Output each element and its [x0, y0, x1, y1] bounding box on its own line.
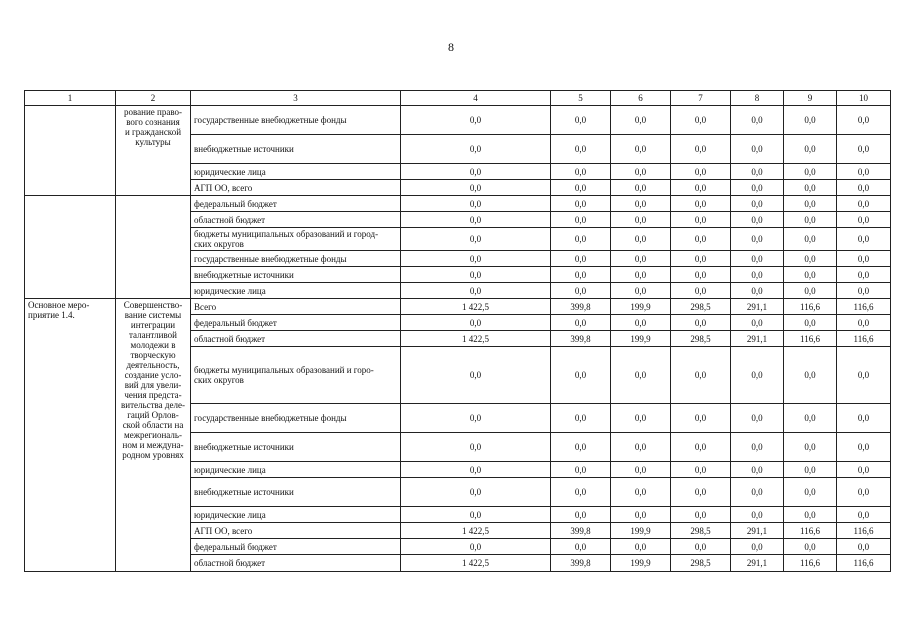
amount-cell: 0,0 [837, 507, 891, 523]
amount-cell: 0,0 [401, 315, 551, 331]
amount-cell: 0,0 [731, 251, 784, 267]
amount-cell: 0,0 [551, 433, 611, 462]
amount-cell: 0,0 [611, 251, 671, 267]
funding-source-cell: юридические лица [191, 283, 401, 299]
amount-cell: 0,0 [784, 507, 837, 523]
amount-cell: 298,5 [671, 299, 731, 315]
amount-cell: 116,6 [837, 331, 891, 347]
amount-cell: 0,0 [731, 507, 784, 523]
amount-cell: 291,1 [731, 331, 784, 347]
measure-name-cell [25, 196, 116, 299]
column-header: 10 [837, 91, 891, 106]
amount-cell: 298,5 [671, 331, 731, 347]
amount-cell: 0,0 [401, 180, 551, 196]
amount-cell: 0,0 [671, 267, 731, 283]
amount-cell: 0,0 [671, 315, 731, 331]
amount-cell: 199,9 [611, 331, 671, 347]
amount-cell: 0,0 [611, 507, 671, 523]
funding-source-cell: внебюджетные источники [191, 478, 401, 507]
amount-cell: 0,0 [671, 164, 731, 180]
amount-cell: 0,0 [731, 283, 784, 299]
funding-source-cell: АГП ОО, всего [191, 523, 401, 539]
amount-cell: 0,0 [837, 180, 891, 196]
amount-cell: 116,6 [784, 299, 837, 315]
amount-cell: 0,0 [611, 180, 671, 196]
amount-cell: 1 422,5 [401, 331, 551, 347]
measure-name-cell [25, 106, 116, 196]
amount-cell: 116,6 [784, 555, 837, 572]
column-header: 2 [116, 91, 191, 106]
column-header: 6 [611, 91, 671, 106]
page-number: 8 [448, 40, 454, 54]
amount-cell: 0,0 [401, 196, 551, 212]
funding-source-cell: федеральный бюджет [191, 196, 401, 212]
amount-cell: 0,0 [611, 106, 671, 135]
amount-cell: 0,0 [671, 283, 731, 299]
amount-cell: 0,0 [551, 283, 611, 299]
amount-cell: 0,0 [837, 212, 891, 228]
amount-cell: 0,0 [837, 283, 891, 299]
amount-cell: 0,0 [611, 315, 671, 331]
amount-cell: 0,0 [551, 196, 611, 212]
amount-cell: 0,0 [731, 180, 784, 196]
amount-cell: 0,0 [784, 283, 837, 299]
funding-source-cell: бюджеты муниципальных образований и горо- ских округов [191, 347, 401, 404]
amount-cell: 0,0 [551, 267, 611, 283]
amount-cell: 0,0 [551, 251, 611, 267]
funding-source-cell: областной бюджет [191, 331, 401, 347]
amount-cell: 0,0 [551, 478, 611, 507]
funding-source-cell: государственные внебюджетные фонды [191, 404, 401, 433]
table-row [25, 106, 891, 135]
amount-cell: 0,0 [401, 433, 551, 462]
funding-source-cell: юридические лица [191, 507, 401, 523]
amount-cell: 0,0 [784, 347, 837, 404]
amount-cell: 0,0 [731, 539, 784, 555]
amount-cell: 0,0 [611, 267, 671, 283]
amount-cell: 0,0 [837, 251, 891, 267]
amount-cell: 116,6 [837, 555, 891, 572]
amount-cell: 0,0 [611, 433, 671, 462]
amount-cell: 0,0 [401, 251, 551, 267]
amount-cell: 0,0 [731, 135, 784, 164]
amount-cell: 199,9 [611, 555, 671, 572]
amount-cell: 0,0 [671, 135, 731, 164]
column-header: 1 [25, 91, 116, 106]
funding-source-cell: федеральный бюджет [191, 539, 401, 555]
amount-cell: 0,0 [731, 212, 784, 228]
amount-cell: 0,0 [551, 507, 611, 523]
amount-cell: 116,6 [837, 299, 891, 315]
amount-cell: 0,0 [837, 267, 891, 283]
amount-cell: 0,0 [837, 315, 891, 331]
amount-cell: 0,0 [401, 228, 551, 251]
amount-cell: 399,8 [551, 555, 611, 572]
amount-cell: 0,0 [731, 196, 784, 212]
amount-cell: 0,0 [784, 539, 837, 555]
column-header: 9 [784, 91, 837, 106]
amount-cell: 0,0 [671, 462, 731, 478]
amount-cell: 0,0 [551, 135, 611, 164]
amount-cell: 0,0 [837, 347, 891, 404]
amount-cell: 0,0 [784, 251, 837, 267]
amount-cell: 199,9 [611, 299, 671, 315]
amount-cell: 0,0 [837, 539, 891, 555]
amount-cell: 0,0 [551, 347, 611, 404]
amount-cell: 0,0 [401, 106, 551, 135]
amount-cell: 0,0 [671, 347, 731, 404]
amount-cell: 0,0 [731, 106, 784, 135]
amount-cell: 0,0 [784, 404, 837, 433]
amount-cell: 399,8 [551, 299, 611, 315]
table-row [25, 299, 891, 315]
amount-cell: 0,0 [837, 164, 891, 180]
amount-cell: 1 422,5 [401, 299, 551, 315]
funding-source-cell: Всего [191, 299, 401, 315]
amount-cell: 0,0 [837, 106, 891, 135]
amount-cell: 0,0 [671, 507, 731, 523]
column-header: 5 [551, 91, 611, 106]
amount-cell: 0,0 [611, 478, 671, 507]
amount-cell: 399,8 [551, 523, 611, 539]
amount-cell: 0,0 [837, 228, 891, 251]
amount-cell: 0,0 [611, 212, 671, 228]
amount-cell: 0,0 [731, 315, 784, 331]
amount-cell: 0,0 [784, 478, 837, 507]
amount-cell: 0,0 [551, 106, 611, 135]
budget-table [24, 90, 891, 572]
amount-cell: 0,0 [671, 106, 731, 135]
amount-cell: 0,0 [551, 539, 611, 555]
amount-cell: 291,1 [731, 555, 784, 572]
funding-source-cell: федеральный бюджет [191, 315, 401, 331]
amount-cell: 0,0 [671, 478, 731, 507]
amount-cell: 0,0 [611, 539, 671, 555]
amount-cell: 0,0 [731, 433, 784, 462]
amount-cell: 0,0 [784, 180, 837, 196]
amount-cell: 0,0 [837, 478, 891, 507]
funding-source-cell: внебюджетные источники [191, 267, 401, 283]
amount-cell: 0,0 [551, 404, 611, 433]
amount-cell: 0,0 [401, 212, 551, 228]
amount-cell: 298,5 [671, 555, 731, 572]
amount-cell: 0,0 [401, 478, 551, 507]
amount-cell: 399,8 [551, 331, 611, 347]
amount-cell: 0,0 [671, 539, 731, 555]
amount-cell: 0,0 [611, 347, 671, 404]
amount-cell: 0,0 [401, 462, 551, 478]
amount-cell: 0,0 [731, 164, 784, 180]
amount-cell: 0,0 [671, 251, 731, 267]
amount-cell: 291,1 [731, 523, 784, 539]
amount-cell: 0,0 [731, 462, 784, 478]
amount-cell: 0,0 [551, 315, 611, 331]
column-header: 3 [191, 91, 401, 106]
table-body [25, 91, 891, 572]
amount-cell: 0,0 [731, 404, 784, 433]
amount-cell: 0,0 [837, 196, 891, 212]
amount-cell: 116,6 [784, 331, 837, 347]
amount-cell: 0,0 [611, 196, 671, 212]
amount-cell: 0,0 [784, 315, 837, 331]
amount-cell: 0,0 [611, 283, 671, 299]
amount-cell: 0,0 [731, 478, 784, 507]
amount-cell: 0,0 [784, 135, 837, 164]
amount-cell: 0,0 [401, 507, 551, 523]
funding-source-cell: областной бюджет [191, 555, 401, 572]
amount-cell: 0,0 [401, 539, 551, 555]
amount-cell: 0,0 [731, 347, 784, 404]
funding-source-cell: государственные внебюджетные фонды [191, 251, 401, 267]
amount-cell: 0,0 [731, 267, 784, 283]
amount-cell: 0,0 [611, 228, 671, 251]
amount-cell: 0,0 [784, 433, 837, 462]
column-header: 4 [401, 91, 551, 106]
amount-cell: 0,0 [551, 180, 611, 196]
funding-source-cell: юридические лица [191, 164, 401, 180]
header-row [25, 91, 891, 106]
funding-source-cell: областной бюджет [191, 212, 401, 228]
funding-source-cell: юридические лица [191, 462, 401, 478]
amount-cell: 0,0 [671, 404, 731, 433]
measure-name-cell: Основное меро- приятие 1.4. [25, 299, 116, 572]
funding-source-cell: АГП ОО, всего [191, 180, 401, 196]
funding-source-cell: бюджеты муниципальных образований и город- ских округов [191, 228, 401, 251]
amount-cell: 0,0 [671, 212, 731, 228]
amount-cell: 0,0 [731, 228, 784, 251]
amount-cell: 0,0 [837, 404, 891, 433]
amount-cell: 1 422,5 [401, 523, 551, 539]
amount-cell: 298,5 [671, 523, 731, 539]
amount-cell: 1 422,5 [401, 555, 551, 572]
amount-cell: 0,0 [551, 462, 611, 478]
amount-cell: 0,0 [784, 462, 837, 478]
amount-cell: 116,6 [837, 523, 891, 539]
amount-cell: 0,0 [784, 196, 837, 212]
amount-cell: 0,0 [784, 228, 837, 251]
measure-description-cell: Совершенство- вание системы интеграции талантливой молодежи в творческую деятельность, создание усло- вий для увели- чения предста- вительства деле- гаций Орлов- ской области на межрегиональ- ном и междуна- родном уровнях [116, 299, 191, 572]
amount-cell: 0,0 [611, 135, 671, 164]
amount-cell: 0,0 [401, 164, 551, 180]
amount-cell: 291,1 [731, 299, 784, 315]
funding-source-cell: внебюджетные источники [191, 135, 401, 164]
amount-cell: 199,9 [611, 523, 671, 539]
column-header: 7 [671, 91, 731, 106]
amount-cell: 0,0 [784, 106, 837, 135]
amount-cell: 0,0 [611, 164, 671, 180]
amount-cell: 0,0 [611, 404, 671, 433]
amount-cell: 0,0 [671, 433, 731, 462]
measure-description-cell [116, 196, 191, 299]
amount-cell: 0,0 [837, 462, 891, 478]
amount-cell: 0,0 [401, 347, 551, 404]
amount-cell: 0,0 [611, 462, 671, 478]
amount-cell: 0,0 [671, 180, 731, 196]
funding-source-cell: внебюджетные источники [191, 433, 401, 462]
amount-cell: 0,0 [784, 212, 837, 228]
amount-cell: 0,0 [401, 404, 551, 433]
amount-cell: 0,0 [837, 433, 891, 462]
amount-cell: 0,0 [401, 283, 551, 299]
amount-cell: 116,6 [784, 523, 837, 539]
amount-cell: 0,0 [401, 267, 551, 283]
amount-cell: 0,0 [784, 164, 837, 180]
amount-cell: 0,0 [671, 196, 731, 212]
amount-cell: 0,0 [551, 228, 611, 251]
amount-cell: 0,0 [551, 212, 611, 228]
amount-cell: 0,0 [401, 135, 551, 164]
amount-cell: 0,0 [551, 164, 611, 180]
funding-source-cell: государственные внебюджетные фонды [191, 106, 401, 135]
measure-description-cell: рование право- вого сознания и гражданской культуры [116, 106, 191, 196]
amount-cell: 0,0 [837, 135, 891, 164]
amount-cell: 0,0 [671, 228, 731, 251]
table-row [25, 196, 891, 212]
column-header: 8 [731, 91, 784, 106]
amount-cell: 0,0 [784, 267, 837, 283]
